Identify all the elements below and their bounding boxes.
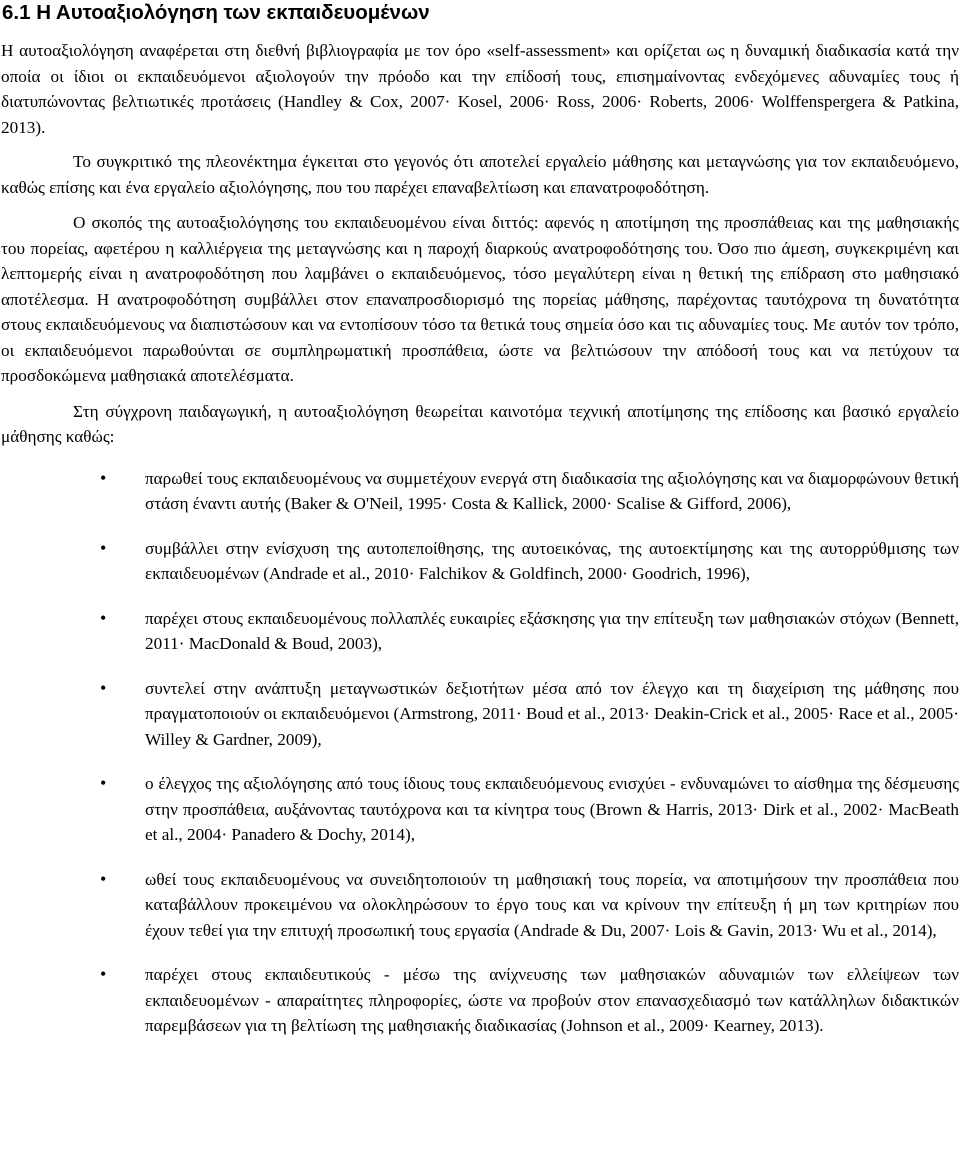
list-item-text: παρέχει στους εκπαιδευτικούς - μέσω της ανίχνευσης των μαθησιακών αδυναμιών των ελλείψεων των εκπαιδευομένων - απαραίτητες πληροφορίες, ώστε να προβούν στον επανασχεδιασμό των κατάλληλων διδακτικών παρεμβάσεων για τη βελτίωση της μαθησιακής διαδικασίας (Johnson et al., 2009· Kearney, 2013). [145,965,959,1035]
paragraph-pedagogy-intro: Στη σύγχρονη παιδαγωγική, η αυτοαξιολόγηση θεωρείται καινοτόμα τεχνική αποτίμησης της επίδοσης και βασικό εργαλείο μάθησης καθώς: [1,401,959,446]
list-item [1,771,959,848]
paragraph-purpose: Ο σκοπός της αυτοαξιολόγησης του εκπαιδευομένου είναι διττός: αφενός η αποτίμηση της προσπάθειας και της μαθησιακής του πορείας, αφετέρου η καλλιέργεια της μεταγνώσης και η παροχή διαρκούς ανατροφοδότησης του. Όσο πιο άμεση, συγκεκριμένη και λεπτομερής είναι η ανατροφοδότηση που λαμβάνει ο εκπαιδευόμενος, τόσο μεγαλύτερη είναι η θετική της επίδραση στο μαθησιακό αποτέλεσμα. Η ανατροφοδότηση συμβάλλει στον επαναπροσδιορισμό της πορείας μάθησης, παρέχοντας ταυτόχρονα τη δυνατότητα στους εκπαιδευόμενους να διαπιστώσουν και να εντοπίσουν τόσο τα θετικά τους σημεία όσο και τις αδυναμίες τους. Με αυτόν τον τρόπο, οι εκπαιδευόμενοι παρωθούνται σε συμπληρωματική προσπάθεια, ώστε να βελτιώσουν την απόδοσή τους και να πετύχουν τα προσδοκώμενα μαθησιακά αποτελέσματα. [1,213,959,385]
bullet-icon: • [100,964,107,984]
bullet-icon: • [100,868,107,889]
list-item [1,466,959,517]
list-item [1,962,959,1039]
bullet-icon: • [100,467,107,488]
list-item-text: ο έλεγχος της αξιολόγησης από τους ίδιους τους εκπαιδευόμενους ενισχύει - ενδυναμώνει το αίσθημα της δέσμευσης στην προσπάθεια, αυξάνοντας ταυτόχρονα και τα κίνητρα τους (Brown & Harris, 2013· Dirk et al., 2002· MacBeath et al., 2004· Panadero & Dochy, 2014), [145,774,959,844]
list-item [1,606,959,657]
list-item [1,676,959,753]
list-item [1,536,959,587]
paragraph-definition: Η αυτοαξιολόγηση αναφέρεται στη διεθνή βιβλιογραφία με τον όρο «self-assessment» και ορίζεται ως η δυναμική διαδικασία κατά την οποία οι ίδιοι οι εκπαιδευόμενοι αξιολογούν την πρόοδο και την επίδοσή τους, επισημαίνοντας ενδεχόμενες αδυναμίες τους ή διατυπώνοντας βελτιωτικές προτάσεις (Handley & Cox, 2007· Kosel, 2006· Ross, 2006· Roberts, 2006· Wolffenspergera & Patkina, 2013). [1,41,959,137]
list-item-text: συντελεί στην ανάπτυξη μεταγνωστικών δεξιοτήτων μέσα από τον έλεγχο και τη διαχείριση της μάθησης που πραγματοποιούν οι εκπαιδευόμενοι (Armstrong, 2011· Boud et al., 2013· Deakin-Crick et al., 2005· Race et al., 2005· Willey & Gardner, 2009), [145,678,959,749]
bullet-icon: • [100,773,107,793]
list-item-text: παρέχει στους εκπαιδευομένους πολλαπλές ευκαιρίες εξάσκησης για την επίτευξη των μαθησιακών στόχων (Bennett, 2011· MacDonald & Boud, 2003), [145,608,959,653]
list-item-text: παρωθεί τους εκπαιδευομένους να συμμετέχουν ενεργά στη διαδικασία της αξιολόγησης και να διαμορφώνουν θετική στάση έναντι αυτής (Baker & O'Neil, 1995· Costa & Kallick, 2000· Scalise & Gifford, 2006), [145,468,959,513]
list-item-text: ωθεί τους εκπαιδευομένους να συνειδητοποιούν τη μαθησιακή τους πορεία, να αποτιμήσουν την προσπάθεια που καταβάλλουν προκειμένου να ολοκληρώσουν το έργο τους και να κρίνουν την επίτευξη ή μη των κριτηρίων που έχουν τεθεί για την επιτυχή προσωπική τους εργασία (Andrade & Du, 2007· Lois & Gavin, 2013· Wu et al., 2014), [145,869,959,940]
bullet-icon: • [100,677,107,698]
benefits-list [1,466,959,1039]
paragraph-advantage: Το συγκριτικό της πλεονέκτημα έγκειται στο γεγονός ότι αποτελεί εργαλείο μάθησης και μεταγνώσης για τον εκπαιδευόμενο, καθώς επίσης και ένα εργαλείο αξιολόγησης, που του παρέχει επαναβελτίωση και επανατροφοδότηση. [1,152,959,197]
list-item-text: συμβάλλει στην ενίσχυση της αυτοπεποίθησης, της αυτοεικόνας, της αυτοεκτίμησης και της αυτορρύθμισης των εκπαιδευομένων (Andrade et al., 2010· Falchikov & Goldfinch, 2000· Goodrich, 1996), [145,538,959,583]
bullet-icon: • [100,537,107,558]
bullet-icon: • [100,607,107,628]
list-item [1,867,959,944]
section-title: 6.1 Η Αυτοαξιολόγηση των εκπαιδευομένων [2,1,430,24]
